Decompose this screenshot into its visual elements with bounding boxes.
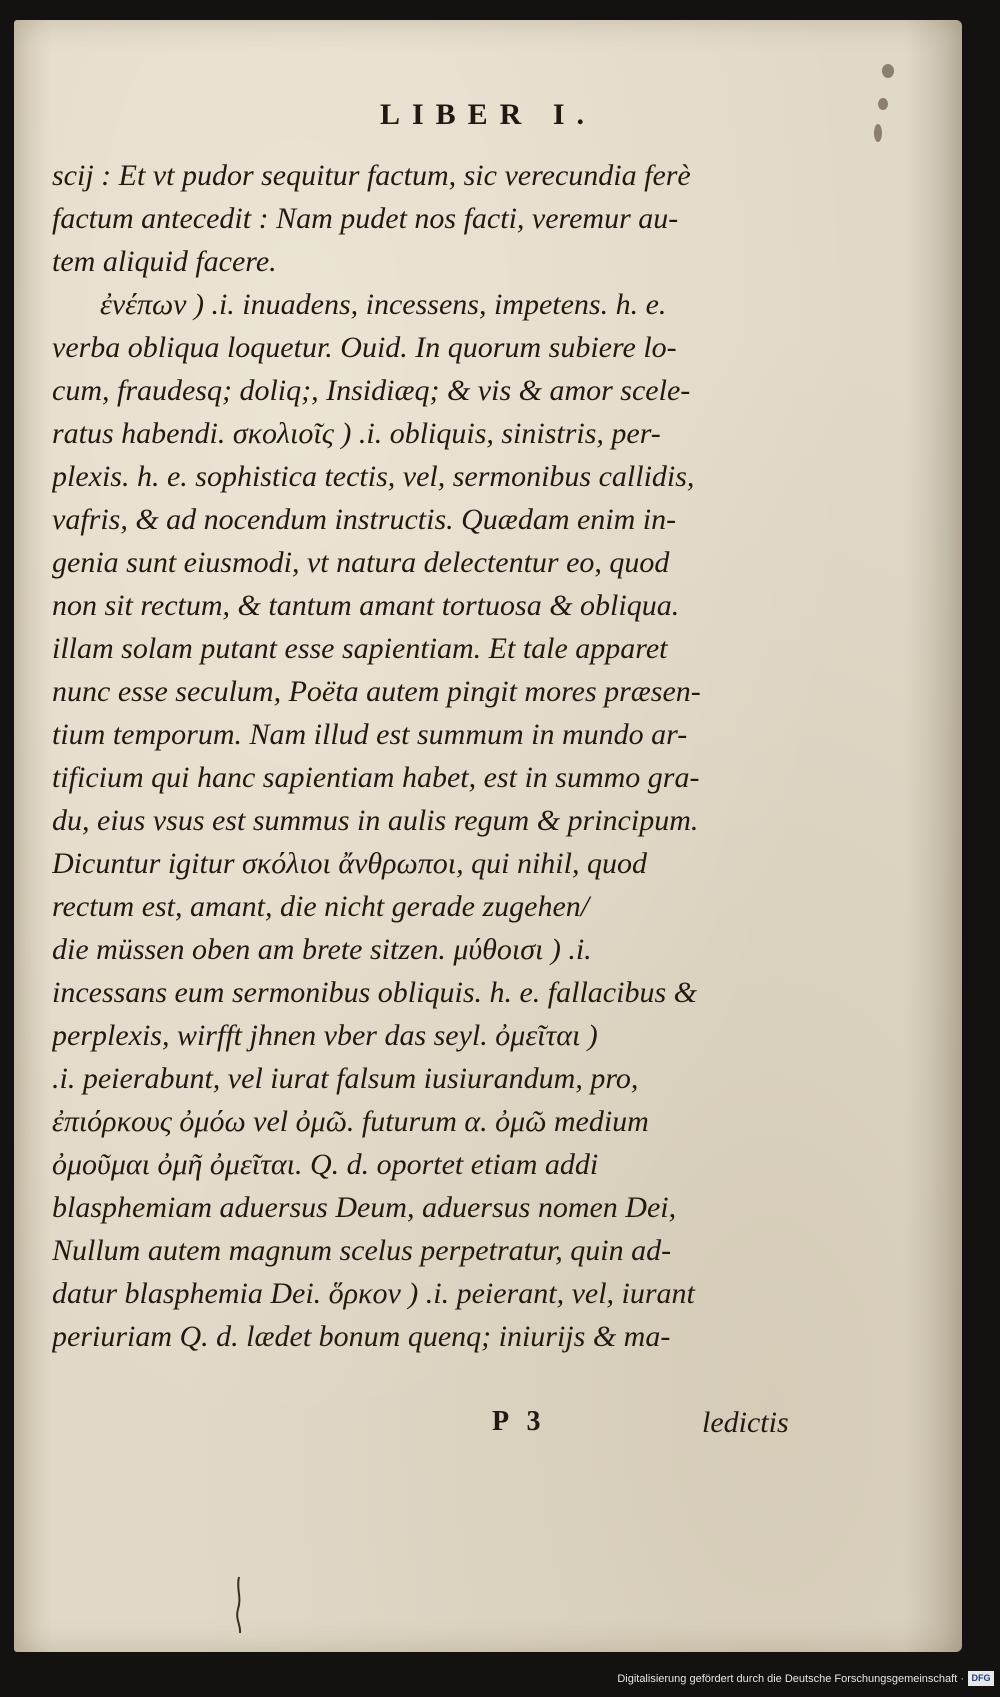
text-line: Nullum autem magnum scelus perpetratur, quin ad- xyxy=(52,1234,672,1267)
text-line: ὀμοῦμαι ὀμῆ ὀμεῖται. Q. d. oportet etiam addi xyxy=(52,1148,599,1181)
text-line: Dicuntur igitur σκόλιοι ἄνθρωποι, qui nihil, quod xyxy=(52,847,647,880)
text-line: du, eius vsus est summus in aulis regum & principum. xyxy=(52,804,699,837)
text-line: ἐπιόρκους ὀμόω vel ὀμῶ. futurum α. ὀμῶ medium xyxy=(52,1105,649,1138)
text-line: ratus habendi. σκολιοῖς ) .i. obliquis, sinistris, per- xyxy=(52,417,661,450)
text-line: periuriam Q. d. lædet bonum quenq; iniurijs & ma- xyxy=(52,1320,671,1353)
text-line: tium temporum. Nam illud est summum in mundo ar- xyxy=(52,718,688,751)
text-line: factum antecedit : Nam pudet nos facti, veremur au- xyxy=(52,202,679,235)
text-line: perplexis, wirfft jhnen vber das seyl. ὀμεῖται ) xyxy=(52,1019,598,1052)
text-line: cum, fraudesq; doliq;, Insidiæq; & vis & amor scele- xyxy=(52,374,691,407)
text-line: vafris, & ad nocendum instructis. Quædam enim in- xyxy=(52,503,677,536)
signature-mark: P 3 xyxy=(492,1406,547,1437)
text-line: tem aliquid facere. xyxy=(52,245,277,278)
text-line: illam solam putant esse sapientiam. Et tale apparet xyxy=(52,632,668,665)
page-footer xyxy=(14,1406,962,1446)
book-page xyxy=(14,20,962,1652)
text-line: genia sunt eiusmodi, vt natura delectentur eo, quod xyxy=(52,546,670,579)
text-line: blasphemiam aduersus Deum, aduersus nomen Dei, xyxy=(52,1191,677,1224)
credit-text: Digitalisierung gefördert durch die Deutsche Forschungsgemeinschaft · xyxy=(617,1673,964,1685)
digitization-credit xyxy=(0,1661,1000,1697)
ink-spot xyxy=(882,64,894,78)
text-line: .i. peierabunt, vel iurat falsum iusiurandum, pro, xyxy=(52,1062,639,1095)
text-line: non sit rectum, & tantum amant tortuosa & obliqua. xyxy=(52,589,680,622)
text-line: nunc esse seculum, Poëta autem pingit mores præsen- xyxy=(52,675,701,708)
text-line: ἐνέπων ) .i. inuadens, incessens, impetens. h. e. xyxy=(100,288,667,321)
text-line: rectum est, amant, die nicht gerade zugehen/ xyxy=(52,890,590,923)
text-line: verba obliqua loquetur. Ouid. In quorum subiere lo- xyxy=(52,331,677,364)
dfg-logo-icon: DFG xyxy=(968,1671,994,1686)
text-line: scij : Et vt pudor sequitur factum, sic verecundia ferè xyxy=(52,159,691,192)
text-line: plexis. h. e. sophistica tectis, vel, sermonibus callidis, xyxy=(52,460,695,493)
text-line: tificium qui hanc sapientiam habet, est in summo gra- xyxy=(52,761,700,794)
pencil-mark-icon xyxy=(232,1575,246,1635)
text-line: incessans eum sermonibus obliquis. h. e. fallacibus & xyxy=(52,976,697,1009)
text-line: datur blasphemia Dei. ὅρκον ) .i. peierant, vel, iurant xyxy=(52,1277,695,1310)
catchword: ledictis xyxy=(702,1406,789,1439)
text-line: die müssen oben am brete sitzen. μύθοισι ) .i. xyxy=(52,933,592,966)
body-text xyxy=(52,154,822,1358)
running-head: LIBER I. xyxy=(379,98,597,131)
